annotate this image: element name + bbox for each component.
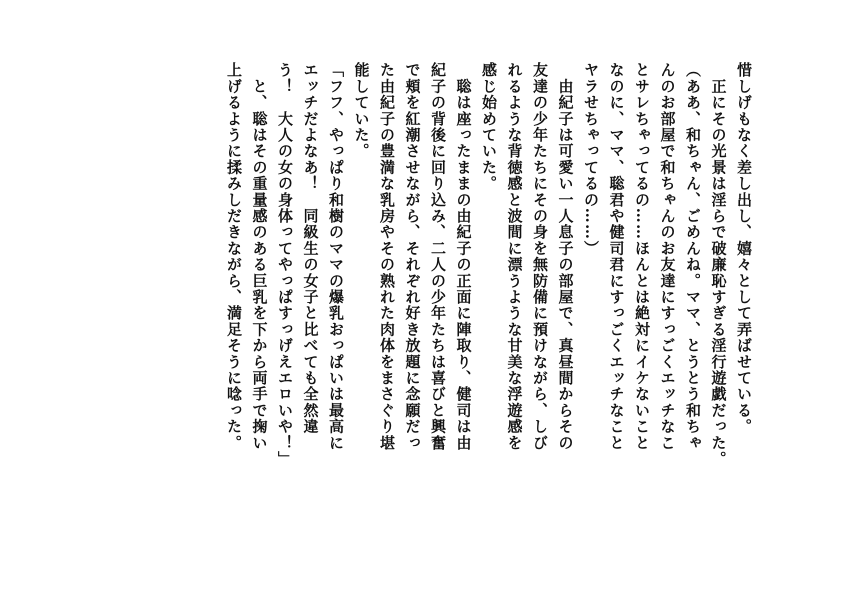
text-line: 正にその光景は淫らで破廉恥すぎる淫行遊戯だった。: [709, 62, 728, 467]
text-line: う！ 大人の女の身体ってやっぱすっげえエロいや！」: [276, 62, 294, 467]
vertical-text-body: [221, 62, 757, 532]
text-line: エッチだよなあ！ 同級生の女子と比べても全然違: [301, 62, 320, 435]
text-line: とサレちゃってるの……ほんとは絶対にイケないこと: [633, 62, 651, 451]
text-line: 由紀子は可愛い一人息子の部屋で、真昼間からその: [556, 62, 575, 451]
text-line: 「フフ、やっぱり和樹のママの爆乳おっぱいは最高に: [327, 62, 345, 451]
text-line: 感じ始めていた。: [480, 62, 498, 192]
text-line: れるような背徳感と波間に漂うような甘美な浮遊感を: [505, 62, 524, 451]
text-line: なのに、ママ、聡君や健司君にすっごくエッチなこと: [607, 62, 626, 451]
text-line: 聡は座ったままの由紀子の正面に陣取り、健司は由: [454, 62, 473, 451]
text-line: んのお部屋で和ちゃんのお友達にすっごくエッチなこ: [658, 62, 677, 451]
text-line: （ああ、和ちゃん、ごめんね。ママ、とうとう和ちゃ: [684, 62, 702, 451]
text-line: 紀子の背後に回り込み、二人の少年たちは喜びと興奮: [429, 62, 447, 451]
text-line: た由紀子の豊満な乳房やその熟れた肉体をまさぐり堪: [378, 62, 396, 451]
text-line: 上げるように揉みしだきながら、満足そうに唸った。: [225, 62, 243, 451]
text-line: 友達の少年たちにその身を無防備に預けながら、しび: [531, 62, 549, 451]
text-line: で頬を紅潮させながら、それぞれ好き放題に念願だっ: [403, 62, 422, 451]
text-line: 惜しげもなく差し出し、嬉々として弄ばせている。: [735, 62, 753, 435]
text-line: ヤラせちゃってるの……）: [582, 62, 600, 257]
text-line: 能していた。: [352, 62, 371, 160]
text-line: と、聡はその重量感のある巨乳を下から両手で掬い: [250, 62, 269, 451]
